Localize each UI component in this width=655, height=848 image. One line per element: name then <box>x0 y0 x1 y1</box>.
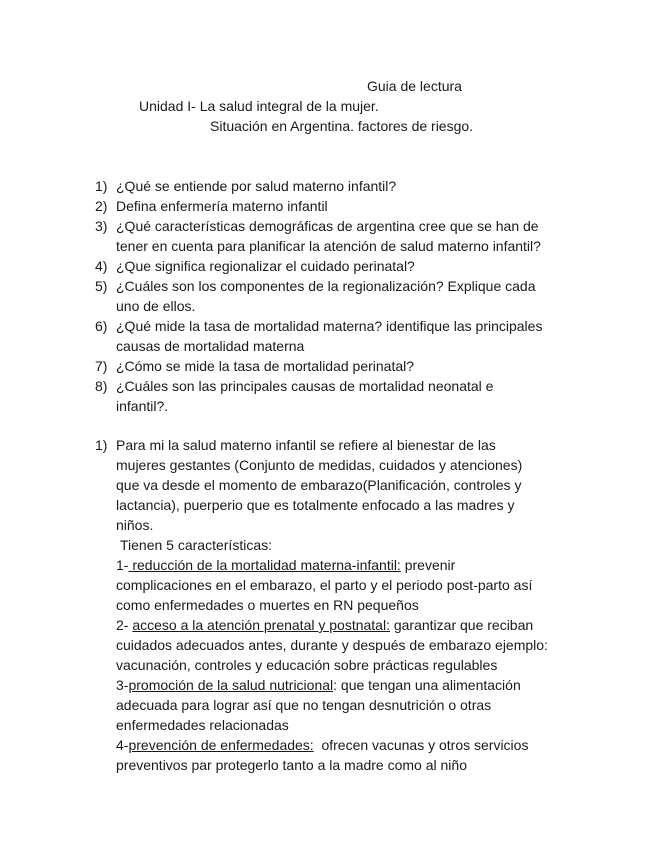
question-text: causas de mortalidad materna <box>116 338 305 354</box>
feature-description: prevenir <box>400 557 456 573</box>
feature-description: ofrecen vacunas y otros servicios <box>313 737 529 753</box>
question-number: 7) <box>95 358 108 374</box>
question-text: ¿Cuáles son las principales causas de mortalidad neonatal e <box>116 378 494 394</box>
feature-prefix: 3- <box>116 677 129 693</box>
feature-title: acceso a la atención prenatal y postnatal: <box>132 617 390 633</box>
answer-number: 1) <box>95 437 108 453</box>
question-number: 5) <box>95 278 108 294</box>
feature-text: vacunación, controles y educación sobre prácticas regulables <box>116 657 498 673</box>
feature-item <box>116 615 533 635</box>
question-text: ¿Qué características demográficas de argentina cree que se han de <box>116 218 539 234</box>
question-number: 6) <box>95 318 108 334</box>
question-text: ¿Qué se entiende por salud materno infantil? <box>116 178 397 194</box>
feature-item <box>116 555 455 575</box>
feature-prefix: 2- <box>116 617 133 633</box>
question-text: ¿Cómo se mide la tasa de mortalidad perinatal? <box>116 358 415 374</box>
question-number: 8) <box>95 378 108 394</box>
question-text: uno de ellos. <box>116 298 196 314</box>
feature-text: enfermedades relacionadas <box>116 717 289 733</box>
feature-text: como enfermedades o muertes en RN pequeños <box>116 597 419 613</box>
feature-text: cuidados adecuados antes, durante y después de embarazo ejemplo: <box>116 637 548 653</box>
feature-description: : que tengan una alimentación <box>333 677 521 693</box>
question-number: 2) <box>95 198 108 214</box>
feature-item <box>116 735 528 755</box>
features-heading: Tienen 5 características: <box>120 537 272 553</box>
question-number: 4) <box>95 258 108 274</box>
question-text: tener en cuenta para planificar la atención de salud materno infantil? <box>116 238 541 254</box>
answer-text: Para mi la salud materno infantil se refiere al bienestar de las <box>116 437 496 453</box>
question-text: infantil?. <box>116 398 169 414</box>
question-number: 3) <box>95 218 108 234</box>
answer-text: lactancia), puerperio que es totalmente enfocado a las madres y <box>116 497 515 513</box>
feature-title: reducción de la mortalidad materna-infantil: <box>128 557 401 573</box>
feature-text: adecuada para lograr así que no tengan desnutrición o otras <box>116 697 492 713</box>
document-title: Guia de lectura <box>367 78 462 94</box>
unit-subtitle: Situación en Argentina. factores de riesgo. <box>210 118 474 134</box>
feature-description: garantizar que reciban <box>389 617 534 633</box>
feature-text: preventivos par protegerlo tanto a la madre como al niño <box>116 757 467 773</box>
feature-prefix: 4- <box>116 737 129 753</box>
question-text: Defina enfermería materno infantil <box>116 198 328 214</box>
unit-heading: Unidad I- La salud integral de la mujer. <box>139 98 379 114</box>
question-text: ¿Cuáles son los componentes de la regionalización? Explique cada <box>116 278 536 294</box>
answer-text: que va desde el momento de embarazo(Planificación, controles y <box>116 477 522 493</box>
question-text: ¿Qué mide la tasa de mortalidad materna? identifique las principales <box>116 318 543 334</box>
feature-item <box>116 675 521 695</box>
feature-text: complicaciones en el embarazo, el parto y el periodo post-parto así <box>116 577 533 593</box>
feature-prefix: 1- <box>116 557 129 573</box>
answer-text: mujeres gestantes (Conjunto de medidas, cuidados y atenciones) <box>116 457 523 473</box>
question-number: 1) <box>95 178 108 194</box>
question-text: ¿Que significa regionalizar el cuidado perinatal? <box>116 258 415 274</box>
answer-text: niños. <box>116 517 154 533</box>
feature-title: prevención de enfermedades: <box>128 737 314 753</box>
feature-title: promoción de la salud nutricional <box>128 677 334 693</box>
